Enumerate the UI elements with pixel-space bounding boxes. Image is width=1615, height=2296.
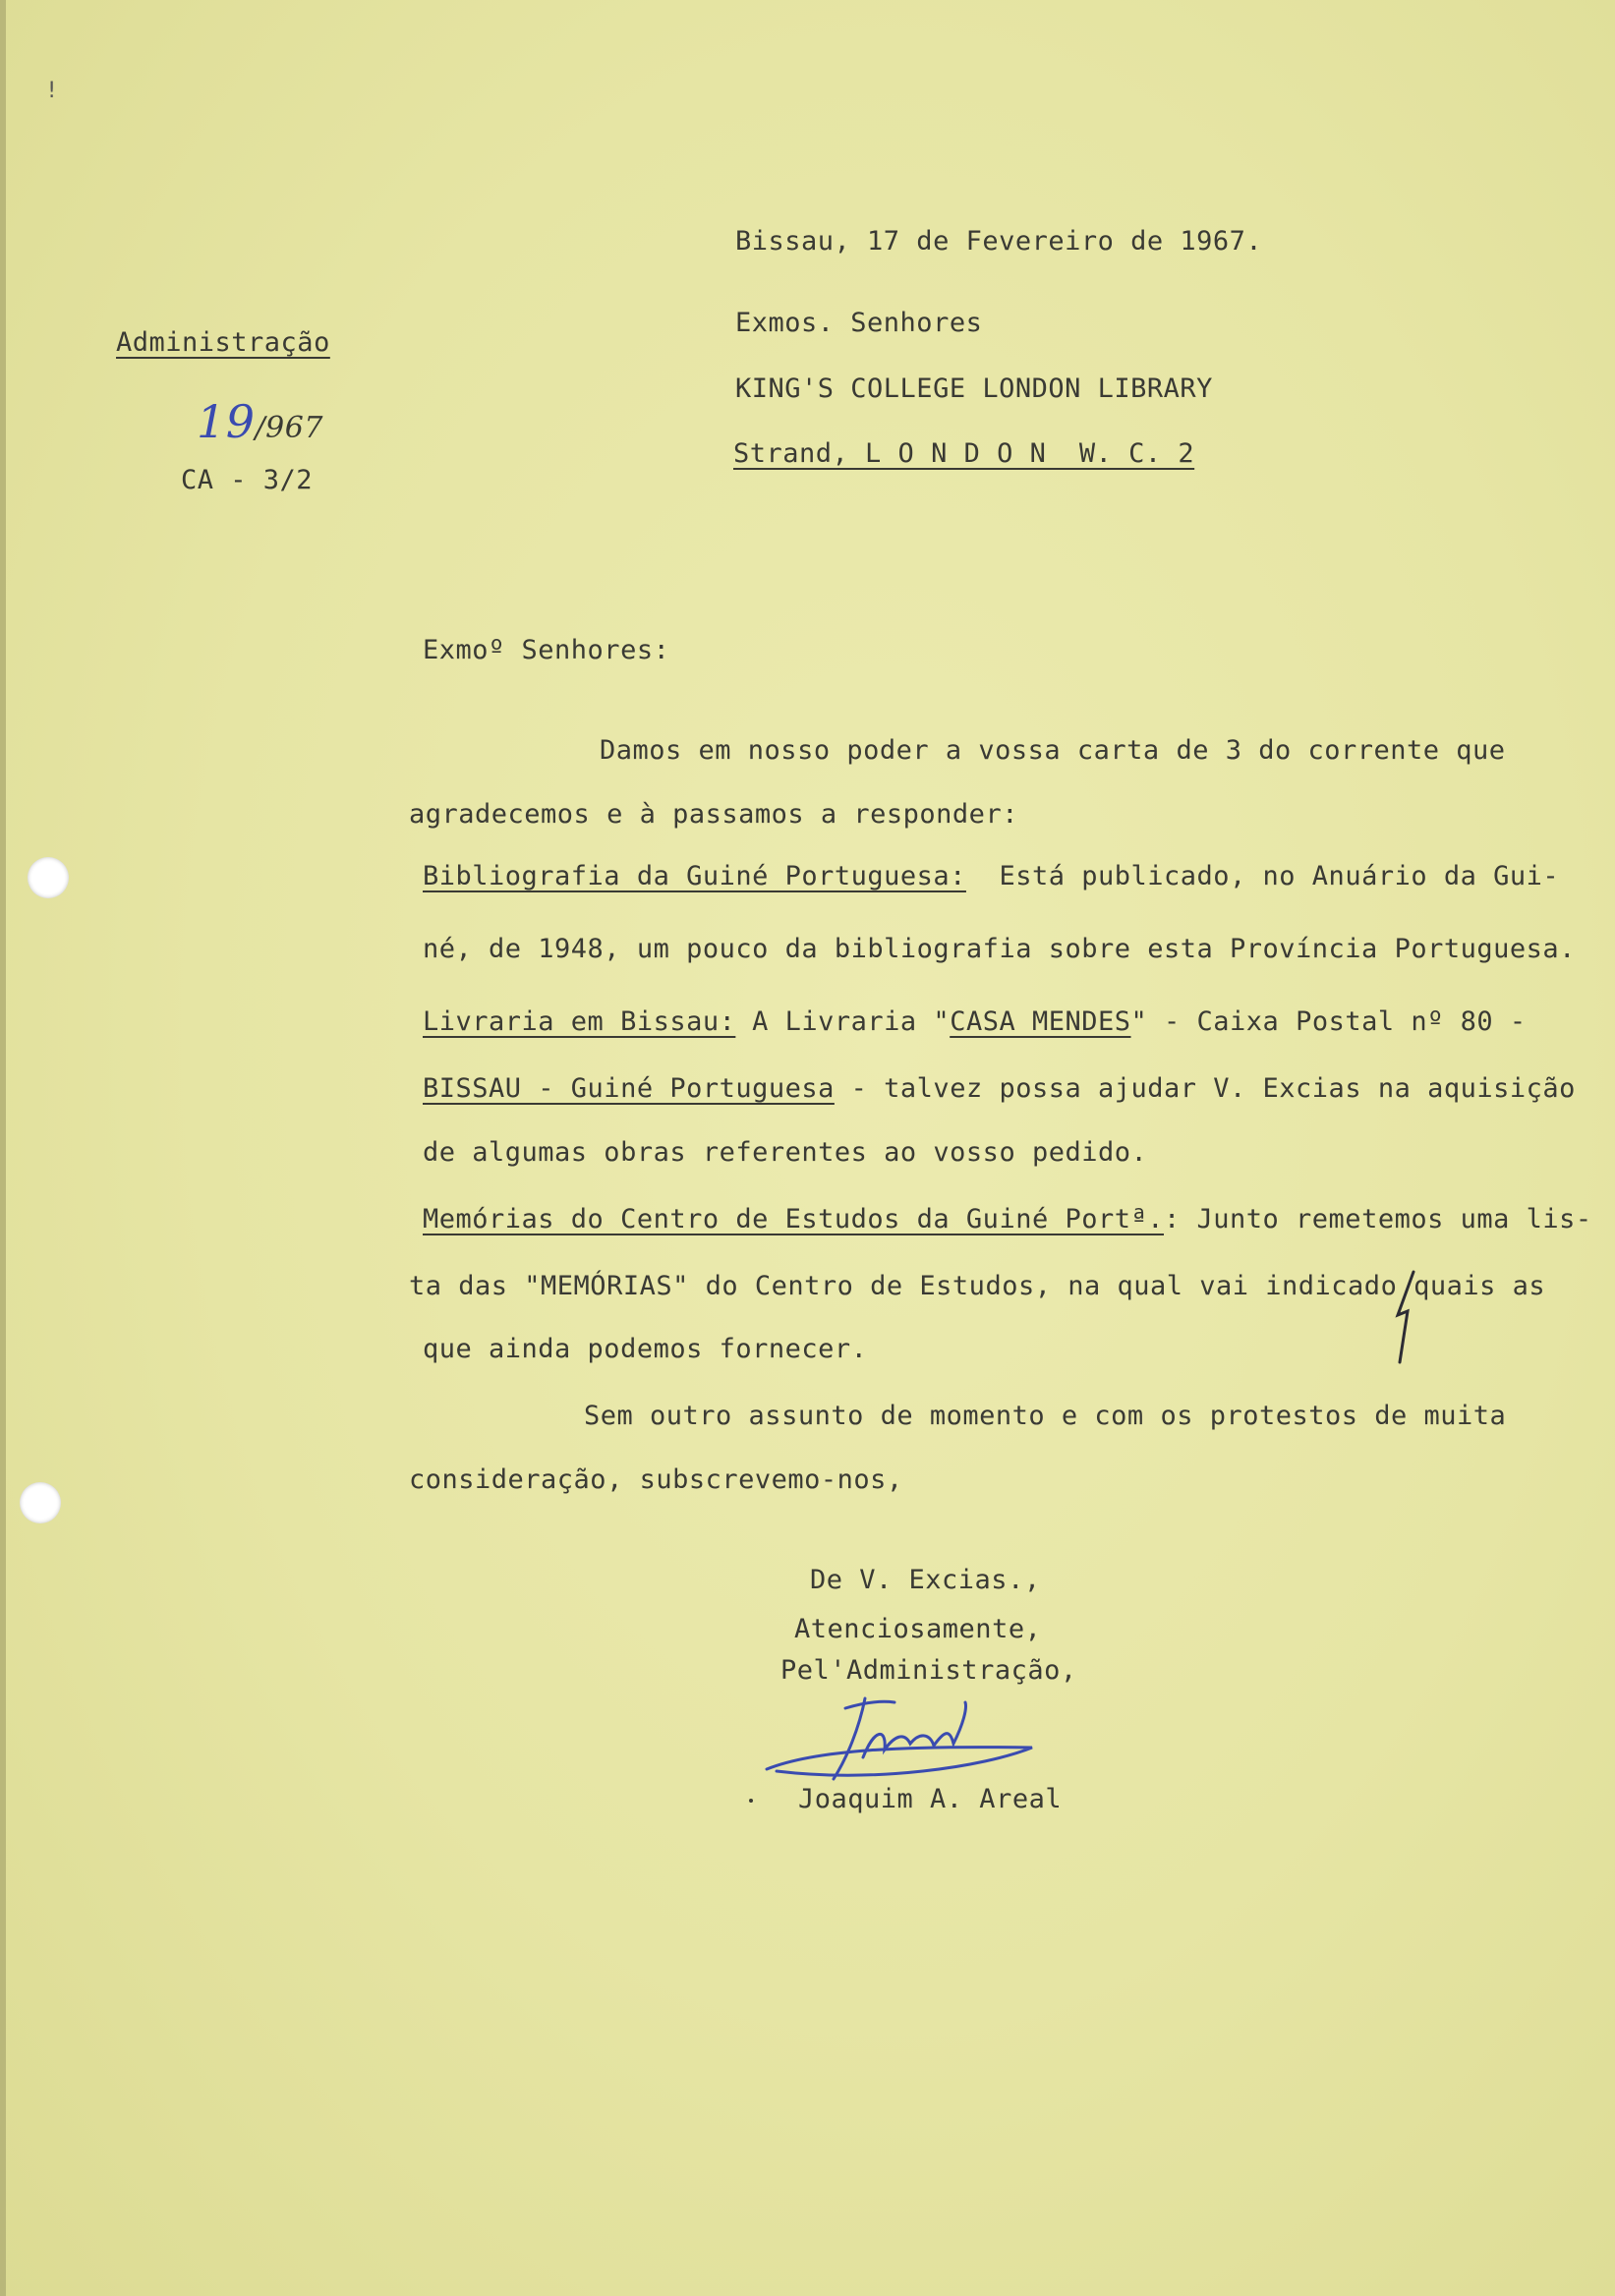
punch-hole-bottom bbox=[20, 1482, 61, 1523]
section-livraria-line-2 bbox=[423, 1073, 1576, 1104]
paragraph-1-line-1: Damos em nosso poder a vossa carta de 3 do corrente que bbox=[600, 735, 1506, 766]
signoff-line-1: De V. Excias., bbox=[810, 1565, 1041, 1595]
section-livraria-text-a: A Livraria " bbox=[752, 1006, 951, 1037]
section-memorias-line-1 bbox=[423, 1204, 1592, 1234]
recipient-line-3: Strand, L O N D O N W. C. 2 bbox=[733, 438, 1195, 469]
section-bibliografia-heading: Bibliografia da Guiné Portuguesa: bbox=[423, 861, 966, 891]
handwritten-correction-mark bbox=[1384, 1268, 1423, 1366]
section-memorias-text: : Junto remetemos uma lis- bbox=[1164, 1204, 1592, 1234]
handwritten-number: 19 bbox=[197, 395, 256, 448]
handwritten-signature bbox=[757, 1689, 1052, 1797]
signature-dot bbox=[749, 1799, 753, 1803]
section-livraria-text-c: - talvez possa ajudar V. Excias na aquisição bbox=[850, 1073, 1576, 1104]
section-livraria-line-3: de algumas obras referentes ao vosso pedido. bbox=[423, 1137, 1148, 1168]
recipient-line-2: KING'S COLLEGE LONDON LIBRARY bbox=[735, 373, 1213, 404]
paper-edge bbox=[0, 0, 6, 2296]
signoff-line-3: Pel'Administração, bbox=[780, 1655, 1077, 1686]
edge-mark: ! bbox=[45, 79, 59, 103]
closing-paragraph-line-2: consideração, subscrevemo-nos, bbox=[409, 1464, 903, 1495]
section-livraria-text-b: " - Caixa Postal nº 80 - bbox=[1130, 1006, 1527, 1037]
section-livraria-heading: Livraria em Bissau: bbox=[423, 1006, 736, 1037]
department-label: Administração bbox=[116, 327, 330, 358]
shop-name: CASA MENDES bbox=[950, 1006, 1131, 1037]
closing-paragraph-line-1: Sem outro assunto de momento e com os protestos de muita bbox=[584, 1401, 1507, 1431]
recipient-line-1: Exmos. Senhores bbox=[735, 308, 983, 338]
reference-year: /967 bbox=[255, 411, 323, 445]
section-bibliografia-text: Está publicado, no Anuário da Gui- bbox=[999, 861, 1560, 891]
section-livraria-line-1 bbox=[423, 1006, 1527, 1037]
section-memorias-heading: Memórias do Centro de Estudos da Guiné Portª. bbox=[423, 1204, 1164, 1234]
signatory-name: Joaquim A. Areal bbox=[798, 1784, 1063, 1814]
section-bibliografia-line-1 bbox=[423, 861, 1559, 891]
reference-number bbox=[197, 395, 323, 448]
signoff-line-2: Atenciosamente, bbox=[794, 1614, 1042, 1644]
section-bibliografia-line-2: né, de 1948, um pouco da bibliografia sobre esta Província Portuguesa. bbox=[423, 934, 1576, 964]
letter-date: Bissau, 17 de Fevereiro de 1967. bbox=[735, 226, 1263, 257]
section-memorias-line-3: que ainda podemos fornecer. bbox=[423, 1334, 868, 1364]
bissau-address-heading: BISSAU - Guiné Portuguesa bbox=[423, 1073, 835, 1104]
salutation: Exmoº Senhores: bbox=[423, 635, 670, 665]
punch-hole-top bbox=[28, 857, 69, 898]
section-memorias-line-2: ta das "MEMÓRIAS" do Centro de Estudos, na qual vai indicado quais as bbox=[409, 1271, 1546, 1301]
file-reference: CA - 3/2 bbox=[181, 465, 314, 495]
paragraph-1-line-2: agradecemos e à passamos a responder: bbox=[409, 799, 1018, 830]
